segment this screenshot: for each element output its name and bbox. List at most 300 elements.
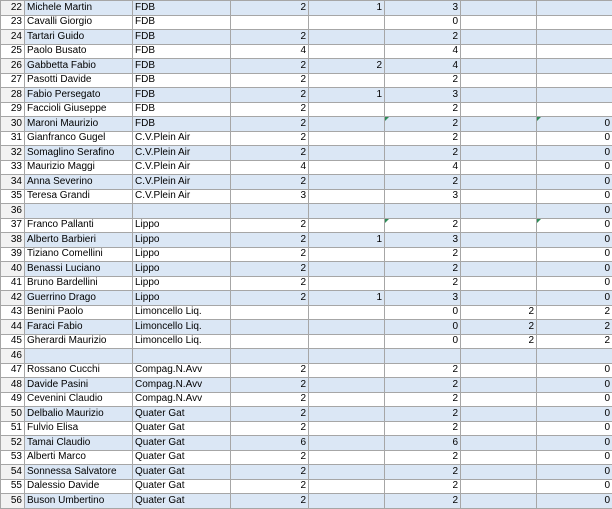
table-row	[1, 131, 612, 146]
row-number: 44	[1, 320, 25, 335]
cell-final[interactable]: 0	[537, 421, 612, 436]
cell-points-c[interactable]	[461, 233, 537, 248]
row-number: 24	[1, 30, 25, 45]
cell-final[interactable]: 0	[537, 131, 612, 146]
cell-final[interactable]: 0	[537, 276, 612, 291]
cell-team[interactable]: Lippo	[133, 291, 231, 306]
cell-team[interactable]: Quater Gat	[133, 436, 231, 451]
cell-total[interactable]: 2	[385, 421, 461, 436]
cell-points-c[interactable]	[461, 189, 537, 204]
cell-points-c[interactable]	[461, 88, 537, 103]
row-number: 31	[1, 131, 25, 146]
cell-name[interactable]: Sonnessa Salvatore	[25, 465, 133, 480]
cell-points-b[interactable]	[309, 479, 385, 494]
cell-points-c[interactable]	[461, 392, 537, 407]
cell-final[interactable]	[537, 44, 612, 59]
cell-name[interactable]: Maroni Maurizio	[25, 117, 133, 132]
row-number: 40	[1, 262, 25, 277]
cell-points-b[interactable]	[309, 30, 385, 45]
cell-total[interactable]: 2	[385, 276, 461, 291]
cell-points-a[interactable]	[231, 305, 309, 320]
table-row	[1, 479, 612, 494]
cell-points-c[interactable]	[461, 363, 537, 378]
cell-name[interactable]: Davide Pasini	[25, 378, 133, 393]
cell-name[interactable]: Somaglino Serafino	[25, 146, 133, 161]
grid-body	[1, 1, 612, 509]
cell-total[interactable]: 2	[385, 102, 461, 117]
cell-team[interactable]: Limoncello Liq.	[133, 334, 231, 349]
cell-name[interactable]: Cavalli Giorgio	[25, 15, 133, 30]
cell-points-c[interactable]	[461, 30, 537, 45]
cell-points-c[interactable]	[461, 421, 537, 436]
cell-points-a[interactable]: 2	[231, 247, 309, 262]
cell-points-a[interactable]: 2	[231, 131, 309, 146]
cell-total[interactable]: 2	[385, 450, 461, 465]
cell-points-c[interactable]: 2	[461, 320, 537, 335]
cell-name[interactable]: Buson Umbertino	[25, 494, 133, 509]
cell-team[interactable]	[133, 349, 231, 364]
cell-points-c[interactable]	[461, 247, 537, 262]
cell-team[interactable]: C.V.Plein Air	[133, 189, 231, 204]
row-number: 25	[1, 44, 25, 59]
cell-points-c[interactable]	[461, 378, 537, 393]
cell-points-b[interactable]	[309, 378, 385, 393]
row-number: 23	[1, 15, 25, 30]
cell-name[interactable]: Maurizio Maggi	[25, 160, 133, 175]
table-row	[1, 392, 612, 407]
row-number: 45	[1, 334, 25, 349]
cell-final[interactable]	[537, 30, 612, 45]
row-number: 56	[1, 494, 25, 509]
cell-points-a[interactable]: 4	[231, 160, 309, 175]
cell-points-c[interactable]	[461, 218, 537, 233]
cell-points-a[interactable]: 2	[231, 450, 309, 465]
cell-points-c[interactable]	[461, 450, 537, 465]
row-number: 36	[1, 204, 25, 219]
cell-points-b[interactable]	[309, 392, 385, 407]
row-number: 28	[1, 88, 25, 103]
cell-name[interactable]: Anna Severino	[25, 175, 133, 190]
cell-final[interactable]: 0	[537, 247, 612, 262]
cell-final[interactable]: 0	[537, 479, 612, 494]
cell-team[interactable]: C.V.Plein Air	[133, 160, 231, 175]
cell-points-a[interactable]: 2	[231, 218, 309, 233]
cell-final[interactable]: 0	[537, 291, 612, 306]
cell-points-a[interactable]: 2	[231, 233, 309, 248]
cell-points-a[interactable]: 2	[231, 465, 309, 480]
cell-points-c[interactable]	[461, 276, 537, 291]
cell-points-b[interactable]	[309, 15, 385, 30]
cell-points-b[interactable]	[309, 247, 385, 262]
cell-points-a[interactable]: 2	[231, 175, 309, 190]
cell-points-a[interactable]	[231, 349, 309, 364]
cell-final[interactable]: 0	[537, 233, 612, 248]
cell-points-a[interactable]: 2	[231, 276, 309, 291]
cell-points-b[interactable]	[309, 421, 385, 436]
cell-final[interactable]: 0	[537, 218, 612, 233]
cell-name[interactable]: Gianfranco Gugel	[25, 131, 133, 146]
cell-points-a[interactable]: 2	[231, 30, 309, 45]
cell-name[interactable]: Benassi Luciano	[25, 262, 133, 277]
cell-final[interactable]	[537, 59, 612, 74]
cell-total[interactable]: 2	[385, 465, 461, 480]
table-row	[1, 320, 612, 335]
cell-points-b[interactable]	[309, 349, 385, 364]
cell-team[interactable]: Lippo	[133, 218, 231, 233]
cell-points-c[interactable]	[461, 494, 537, 509]
table-row	[1, 88, 612, 103]
cell-team[interactable]: FDB	[133, 1, 231, 16]
cell-final[interactable]: 0	[537, 450, 612, 465]
cell-points-c[interactable]: 2	[461, 305, 537, 320]
cell-points-c[interactable]	[461, 15, 537, 30]
cell-points-c[interactable]	[461, 160, 537, 175]
cell-final[interactable]: 0	[537, 494, 612, 509]
cell-points-c[interactable]	[461, 349, 537, 364]
cell-points-a[interactable]: 2	[231, 88, 309, 103]
cell-final[interactable]: 0	[537, 204, 612, 219]
cell-total[interactable]: 2	[385, 363, 461, 378]
cell-points-a[interactable]: 6	[231, 436, 309, 451]
cell-team[interactable]: Limoncello Liq.	[133, 320, 231, 335]
cell-total[interactable]	[385, 204, 461, 219]
cell-points-a[interactable]	[231, 320, 309, 335]
cell-points-a[interactable]: 2	[231, 392, 309, 407]
cell-name[interactable]: Guerrino Drago	[25, 291, 133, 306]
row-number: 38	[1, 233, 25, 248]
row-number: 26	[1, 59, 25, 74]
row-number: 27	[1, 73, 25, 88]
cell-name[interactable]: Teresa Grandi	[25, 189, 133, 204]
cell-team[interactable]: FDB	[133, 73, 231, 88]
cell-final[interactable]: 2	[537, 320, 612, 335]
table-row	[1, 291, 612, 306]
cell-final[interactable]: 0	[537, 436, 612, 451]
cell-team[interactable]	[133, 204, 231, 219]
row-number: 41	[1, 276, 25, 291]
cell-final[interactable]	[537, 1, 612, 16]
cell-team[interactable]: Lippo	[133, 262, 231, 277]
row-number: 42	[1, 291, 25, 306]
cell-total[interactable]	[385, 349, 461, 364]
cell-points-b[interactable]	[309, 436, 385, 451]
cell-points-a[interactable]	[231, 15, 309, 30]
cell-total[interactable]: 2	[385, 247, 461, 262]
cell-name[interactable]: Tartari Guido	[25, 30, 133, 45]
table-row	[1, 450, 612, 465]
cell-team[interactable]: Quater Gat	[133, 479, 231, 494]
row-number: 32	[1, 146, 25, 161]
cell-points-b[interactable]	[309, 131, 385, 146]
cell-total[interactable]: 2	[385, 73, 461, 88]
cell-points-b[interactable]	[309, 407, 385, 422]
table-row	[1, 378, 612, 393]
cell-name[interactable]: Gabbetta Fabio	[25, 59, 133, 74]
cell-name[interactable]: Gherardi Maurizio	[25, 334, 133, 349]
cell-total[interactable]: 2	[385, 378, 461, 393]
row-number: 35	[1, 189, 25, 204]
cell-points-a[interactable]: 2	[231, 1, 309, 16]
table-row	[1, 30, 612, 45]
cell-team[interactable]: FDB	[133, 30, 231, 45]
cell-total[interactable]: 2	[385, 131, 461, 146]
cell-points-c[interactable]	[461, 291, 537, 306]
table-row	[1, 218, 612, 233]
cell-points-b[interactable]	[309, 363, 385, 378]
cell-team[interactable]: Quater Gat	[133, 421, 231, 436]
row-number: 29	[1, 102, 25, 117]
cell-points-a[interactable]: 2	[231, 494, 309, 509]
cell-total[interactable]: 6	[385, 436, 461, 451]
cell-team[interactable]: Lippo	[133, 276, 231, 291]
cell-points-c[interactable]	[461, 146, 537, 161]
cell-points-b[interactable]	[309, 73, 385, 88]
cell-points-c[interactable]	[461, 175, 537, 190]
cell-points-a[interactable]: 2	[231, 378, 309, 393]
cell-points-c[interactable]: 2	[461, 334, 537, 349]
row-number: 46	[1, 349, 25, 364]
cell-final[interactable]: 0	[537, 146, 612, 161]
cell-points-b[interactable]	[309, 320, 385, 335]
cell-points-a[interactable]: 2	[231, 262, 309, 277]
cell-points-a[interactable]: 2	[231, 363, 309, 378]
row-number: 48	[1, 378, 25, 393]
cell-total[interactable]: 0	[385, 334, 461, 349]
cell-team[interactable]: C.V.Plein Air	[133, 175, 231, 190]
cell-total[interactable]: 2	[385, 494, 461, 509]
cell-name[interactable]: Benini Paolo	[25, 305, 133, 320]
cell-team[interactable]: Compag.N.Avv	[133, 363, 231, 378]
cell-final[interactable]	[537, 73, 612, 88]
table-row	[1, 465, 612, 480]
cell-points-a[interactable]: 4	[231, 44, 309, 59]
cell-total[interactable]: 2	[385, 262, 461, 277]
cell-total[interactable]: 3	[385, 189, 461, 204]
table-row	[1, 262, 612, 277]
cell-points-b[interactable]: 1	[309, 88, 385, 103]
cell-points-c[interactable]	[461, 102, 537, 117]
cell-points-a[interactable]	[231, 204, 309, 219]
table-row	[1, 247, 612, 262]
cell-points-b[interactable]	[309, 334, 385, 349]
cell-total[interactable]: 2	[385, 218, 461, 233]
cell-points-c[interactable]	[461, 407, 537, 422]
cell-total[interactable]: 2	[385, 30, 461, 45]
cell-team[interactable]: C.V.Plein Air	[133, 131, 231, 146]
cell-points-c[interactable]	[461, 204, 537, 219]
cell-final[interactable]	[537, 15, 612, 30]
table-row	[1, 349, 612, 364]
cell-points-a[interactable]: 3	[231, 189, 309, 204]
cell-name[interactable]	[25, 349, 133, 364]
table-row	[1, 407, 612, 422]
cell-points-c[interactable]	[461, 262, 537, 277]
cell-points-c[interactable]	[461, 59, 537, 74]
cell-final[interactable]: 0	[537, 175, 612, 190]
cell-points-c[interactable]	[461, 436, 537, 451]
cell-points-b[interactable]: 1	[309, 291, 385, 306]
cell-points-b[interactable]	[309, 276, 385, 291]
table-row	[1, 421, 612, 436]
cell-points-b[interactable]	[309, 102, 385, 117]
cell-final[interactable]	[537, 349, 612, 364]
cell-team[interactable]: Compag.N.Avv	[133, 378, 231, 393]
table-row	[1, 189, 612, 204]
cell-final[interactable]: 0	[537, 392, 612, 407]
cell-team[interactable]: Lippo	[133, 247, 231, 262]
cell-points-a[interactable]: 2	[231, 73, 309, 88]
row-number: 37	[1, 218, 25, 233]
cell-name[interactable]: Fulvio Elisa	[25, 421, 133, 436]
cell-team[interactable]: FDB	[133, 88, 231, 103]
cell-name[interactable]: Cevenini Claudio	[25, 392, 133, 407]
cell-team[interactable]: Quater Gat	[133, 407, 231, 422]
cell-name[interactable]: Alberto Barbieri	[25, 233, 133, 248]
cell-name[interactable]: Alberti Marco	[25, 450, 133, 465]
row-number: 39	[1, 247, 25, 262]
cell-total[interactable]: 0	[385, 305, 461, 320]
cell-points-c[interactable]	[461, 465, 537, 480]
cell-name[interactable]: Pasotti Davide	[25, 73, 133, 88]
cell-points-b[interactable]	[309, 218, 385, 233]
cell-points-c[interactable]	[461, 479, 537, 494]
cell-total[interactable]: 3	[385, 233, 461, 248]
cell-points-b[interactable]	[309, 494, 385, 509]
cell-points-c[interactable]	[461, 73, 537, 88]
cell-total[interactable]: 0	[385, 15, 461, 30]
row-number: 30	[1, 117, 25, 132]
cell-name[interactable]: Faraci Fabio	[25, 320, 133, 335]
table-row	[1, 102, 612, 117]
table-row	[1, 436, 612, 451]
cell-team[interactable]: Quater Gat	[133, 494, 231, 509]
cell-final[interactable]: 0	[537, 117, 612, 132]
cell-points-c[interactable]	[461, 131, 537, 146]
row-number: 54	[1, 465, 25, 480]
cell-name[interactable]: Tamai Claudio	[25, 436, 133, 451]
cell-team[interactable]: FDB	[133, 44, 231, 59]
cell-final[interactable]	[537, 88, 612, 103]
table-row	[1, 73, 612, 88]
cell-total[interactable]: 4	[385, 160, 461, 175]
cell-total[interactable]: 2	[385, 175, 461, 190]
cell-points-a[interactable]: 2	[231, 59, 309, 74]
cell-points-a[interactable]: 2	[231, 117, 309, 132]
cell-points-c[interactable]	[461, 117, 537, 132]
cell-team[interactable]: FDB	[133, 117, 231, 132]
cell-total[interactable]: 2	[385, 407, 461, 422]
cell-points-a[interactable]: 2	[231, 407, 309, 422]
cell-team[interactable]: Lippo	[133, 233, 231, 248]
cell-points-b[interactable]	[309, 160, 385, 175]
table-row	[1, 1, 612, 16]
row-number: 52	[1, 436, 25, 451]
cell-total[interactable]: 3	[385, 1, 461, 16]
cell-team[interactable]: C.V.Plein Air	[133, 146, 231, 161]
cell-final[interactable]: 2	[537, 305, 612, 320]
cell-points-c[interactable]	[461, 1, 537, 16]
cell-points-a[interactable]	[231, 334, 309, 349]
cell-total[interactable]: 0	[385, 320, 461, 335]
row-number: 51	[1, 421, 25, 436]
cell-final[interactable]: 0	[537, 465, 612, 480]
cell-team[interactable]: Limoncello Liq.	[133, 305, 231, 320]
cell-points-b[interactable]	[309, 44, 385, 59]
cell-total[interactable]: 2	[385, 146, 461, 161]
cell-final[interactable]: 2	[537, 334, 612, 349]
cell-points-b[interactable]	[309, 262, 385, 277]
table-row	[1, 117, 612, 132]
cell-points-b[interactable]	[309, 189, 385, 204]
cell-name[interactable]: Tiziano Comellini	[25, 247, 133, 262]
cell-total[interactable]: 4	[385, 44, 461, 59]
cell-team[interactable]: Compag.N.Avv	[133, 392, 231, 407]
cell-name[interactable]: Dalessio Davide	[25, 479, 133, 494]
cell-points-a[interactable]: 2	[231, 421, 309, 436]
row-number: 49	[1, 392, 25, 407]
cell-points-b[interactable]	[309, 146, 385, 161]
cell-points-b[interactable]	[309, 450, 385, 465]
cell-name[interactable]: Franco Pallanti	[25, 218, 133, 233]
cell-name[interactable]: Bruno Bardellini	[25, 276, 133, 291]
cell-name[interactable]: Fabio Persegato	[25, 88, 133, 103]
cell-final[interactable]: 0	[537, 160, 612, 175]
cell-points-b[interactable]	[309, 465, 385, 480]
cell-name[interactable]: Michele Martin	[25, 1, 133, 16]
cell-points-a[interactable]: 2	[231, 102, 309, 117]
cell-team[interactable]: Quater Gat	[133, 450, 231, 465]
cell-team[interactable]: FDB	[133, 59, 231, 74]
cell-points-b[interactable]	[309, 117, 385, 132]
cell-points-a[interactable]: 2	[231, 146, 309, 161]
table-row	[1, 363, 612, 378]
cell-points-b[interactable]	[309, 204, 385, 219]
cell-final[interactable]: 0	[537, 378, 612, 393]
cell-name[interactable]: Paolo Busato	[25, 44, 133, 59]
cell-points-b[interactable]: 2	[309, 59, 385, 74]
cell-name[interactable]: Rossano Cucchi	[25, 363, 133, 378]
cell-points-a[interactable]: 2	[231, 479, 309, 494]
cell-total[interactable]: 2	[385, 117, 461, 132]
row-number: 50	[1, 407, 25, 422]
cell-team[interactable]: FDB	[133, 15, 231, 30]
row-number: 47	[1, 363, 25, 378]
cell-points-b[interactable]: 1	[309, 1, 385, 16]
cell-points-c[interactable]	[461, 44, 537, 59]
cell-points-b[interactable]: 1	[309, 233, 385, 248]
cell-final[interactable]: 0	[537, 262, 612, 277]
cell-points-a[interactable]: 2	[231, 291, 309, 306]
row-number: 43	[1, 305, 25, 320]
cell-final[interactable]	[537, 102, 612, 117]
cell-name[interactable]: Faccioli Giuseppe	[25, 102, 133, 117]
cell-final[interactable]: 0	[537, 189, 612, 204]
cell-name[interactable]	[25, 204, 133, 219]
table-row	[1, 334, 612, 349]
cell-total[interactable]: 2	[385, 479, 461, 494]
cell-team[interactable]: Quater Gat	[133, 465, 231, 480]
cell-total[interactable]: 3	[385, 291, 461, 306]
cell-final[interactable]: 0	[537, 363, 612, 378]
cell-points-b[interactable]	[309, 305, 385, 320]
cell-team[interactable]: FDB	[133, 102, 231, 117]
cell-points-b[interactable]	[309, 175, 385, 190]
cell-name[interactable]: Delbalio Maurizio	[25, 407, 133, 422]
cell-total[interactable]: 3	[385, 88, 461, 103]
cell-total[interactable]: 2	[385, 392, 461, 407]
cell-total[interactable]: 4	[385, 59, 461, 74]
cell-final[interactable]: 0	[537, 407, 612, 422]
